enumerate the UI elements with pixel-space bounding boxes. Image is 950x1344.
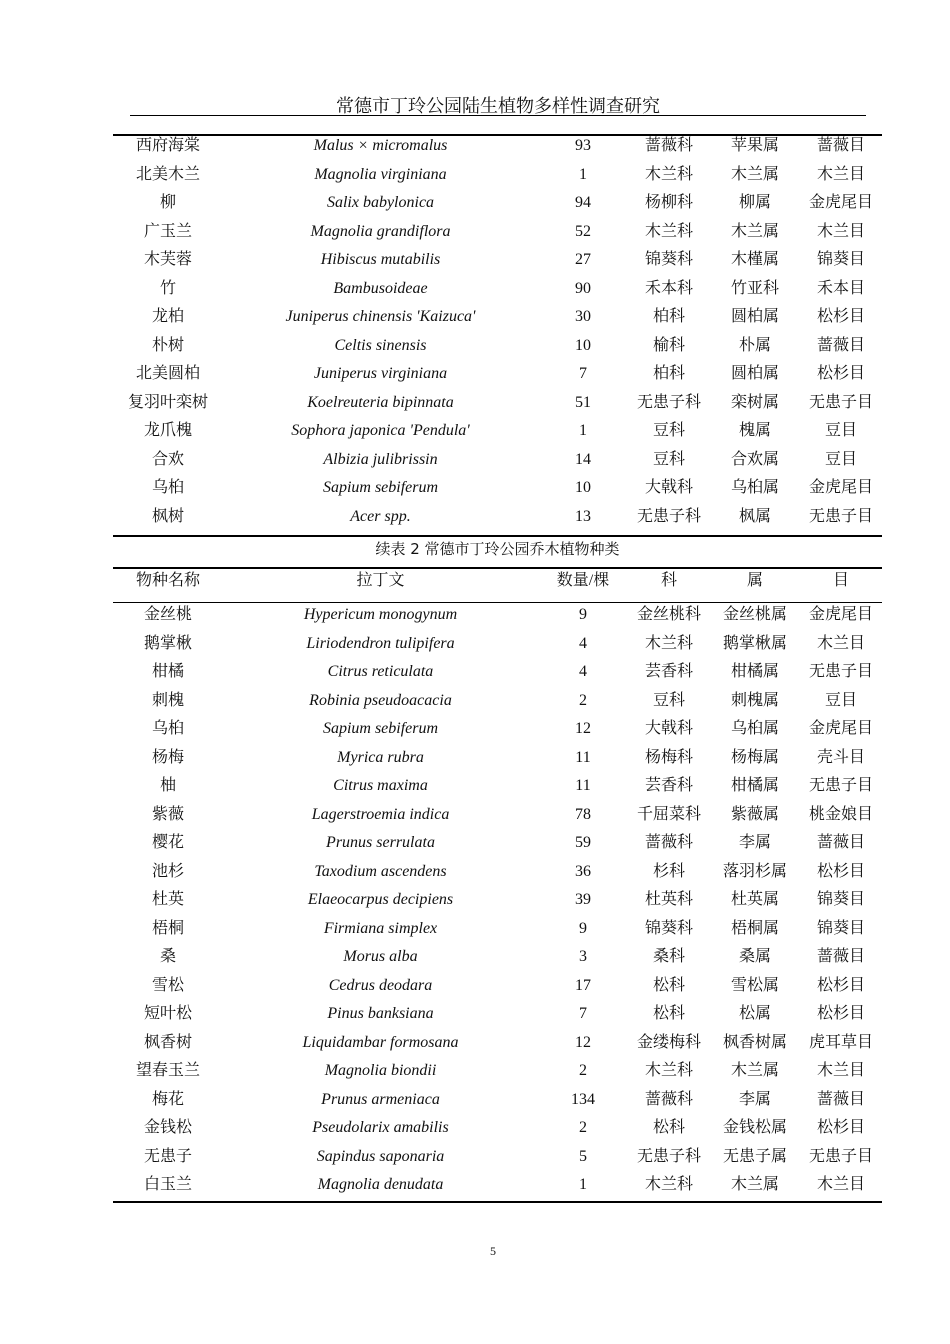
- table-cell: 大戟科: [644, 479, 693, 496]
- table-cell: 7: [579, 1005, 587, 1022]
- table-cell: Juniperus virginiana: [313, 365, 448, 382]
- table-cell: 梧桐属: [730, 919, 779, 937]
- table-cell: 禾本科: [644, 279, 693, 297]
- table-cell: 10: [575, 336, 591, 354]
- table-cell: 蔷薇目: [816, 834, 865, 851]
- table-cell: 苹果属: [730, 137, 779, 154]
- table2-bottom-border: [113, 1201, 882, 1203]
- table-row: [113, 303, 882, 332]
- table-cell: Citrus reticulata: [327, 663, 434, 680]
- table-cell: 刺槐: [151, 691, 184, 709]
- table-cell: 锦葵目: [816, 251, 865, 268]
- table-cell: 1: [579, 422, 587, 439]
- table-cell: 14: [575, 450, 591, 468]
- table-cell: 3: [579, 948, 587, 965]
- table-cell: 枫香树: [143, 1033, 192, 1051]
- table-cell: 西府海棠: [135, 137, 200, 154]
- table-cell: 广玉兰: [143, 222, 192, 240]
- table-cell: 金丝桃: [143, 606, 192, 623]
- table-cell: 杜英科: [644, 891, 693, 908]
- table-cell: Salix babylonica: [326, 194, 435, 211]
- table-row: [113, 332, 882, 361]
- table-cell: 松杉目: [816, 365, 865, 382]
- running-header: 常德市丁玲公园陆生植物多样性调查研究: [336, 96, 660, 116]
- table-cell: 杨柳科: [644, 194, 693, 211]
- table-row: [113, 1143, 882, 1172]
- table-cell: 千屈菜科: [636, 805, 701, 823]
- table-cell: 松杉目: [816, 862, 865, 880]
- table-cell: 芸香科: [644, 663, 693, 680]
- table-cell: 杨梅: [151, 748, 184, 766]
- table-cell: Morus alba: [343, 948, 418, 965]
- table-cell: 杨梅科: [644, 748, 693, 766]
- table-row: [113, 972, 882, 1001]
- table-cell: 蔷薇目: [816, 948, 865, 965]
- table-cell: 4: [579, 663, 587, 680]
- table-cell: Bambusoideae: [333, 279, 428, 297]
- column-header: 目: [832, 572, 849, 589]
- table-cell: 桑属: [738, 948, 771, 965]
- table-cell: 李属: [738, 834, 771, 851]
- table-cell: 禾本目: [816, 279, 865, 297]
- table-cell: Cedrus deodara: [328, 976, 433, 994]
- table-cell: 木兰目: [816, 634, 865, 652]
- table-cell: 龙柏: [151, 308, 184, 325]
- table-row: [113, 1171, 882, 1200]
- table-row: [113, 275, 882, 304]
- table-cell: 木兰属: [730, 222, 779, 240]
- table-cell: Myrica rubra: [337, 748, 424, 766]
- table-cell: 乌桕: [151, 720, 184, 737]
- table-row: [113, 1086, 882, 1115]
- table-cell: 金虎尾目: [808, 720, 873, 737]
- table-cell: 鹅掌楸属: [722, 634, 787, 652]
- table-cell: 朴树: [151, 336, 184, 354]
- table-row: [113, 161, 882, 190]
- table-cell: 柚: [159, 777, 176, 794]
- table-cell: 36: [575, 862, 591, 880]
- table-cell: 锦葵科: [644, 919, 693, 937]
- header-rule: [130, 115, 866, 116]
- table-cell: 柑橘属: [730, 777, 779, 794]
- table-cell: 木兰属: [730, 1062, 779, 1079]
- table-cell: 锦葵目: [816, 891, 865, 908]
- table-cell: 金钱松: [143, 1119, 192, 1136]
- table-cell: Hibiscus mutabilis: [320, 251, 441, 268]
- table-cell: 金虎尾目: [808, 479, 873, 496]
- table-cell: Prunus serrulata: [326, 834, 435, 851]
- table-row: [113, 389, 882, 418]
- table-cell: 北美木兰: [135, 165, 200, 183]
- table-cell: 豆科: [652, 422, 685, 439]
- table-cell: 锦葵科: [644, 251, 693, 268]
- table-cell: 杜英属: [730, 891, 779, 908]
- table-row: [113, 715, 882, 744]
- table-cell: 豆科: [652, 691, 685, 709]
- table-cell: 圆柏属: [730, 308, 779, 325]
- table-cell: 无患子科: [636, 393, 701, 411]
- table-cell: 木兰属: [730, 1176, 779, 1193]
- column-header: 科: [660, 572, 677, 589]
- table-row: [113, 503, 882, 532]
- table-cell: 蔷薇科: [644, 1090, 693, 1108]
- table-cell: 蔷薇目: [816, 137, 865, 154]
- table-cell: Sophora japonica 'Pendula': [291, 422, 470, 439]
- table-cell: 松杉目: [816, 1119, 865, 1136]
- table-cell: 榆科: [652, 336, 685, 354]
- table-cell: 11: [575, 777, 591, 794]
- table-cell: 无患子目: [808, 663, 873, 680]
- table-cell: Robinia pseudoacacia: [309, 691, 452, 709]
- table-cell: Elaeocarpus decipiens: [307, 891, 454, 908]
- table-cell: Sapium sebiferum: [322, 479, 439, 496]
- table-cell: 无患子属: [722, 1147, 787, 1165]
- table-cell: 无患子目: [808, 777, 873, 794]
- table-cell: Pseudolarix amabilis: [312, 1119, 449, 1136]
- table2-caption: 续表 2 常德市丁玲公园乔木植物种类: [375, 540, 620, 558]
- table-row: [113, 1000, 882, 1029]
- table-cell: Hypericum monogynum: [303, 606, 458, 623]
- column-header: 物种名称: [135, 572, 200, 589]
- table-cell: Taxodium ascendens: [314, 862, 447, 880]
- table-cell: 木兰科: [644, 1062, 693, 1079]
- table-cell: Koelreuteria bipinnata: [307, 393, 454, 411]
- table-cell: 槐属: [738, 422, 771, 439]
- table-cell: 9: [579, 606, 587, 623]
- table1-body: [113, 132, 882, 531]
- table-cell: Juniperus chinensis 'Kaizuca': [285, 308, 476, 325]
- table-cell: 鹅掌楸: [143, 634, 192, 652]
- table-cell: 木兰科: [644, 1176, 693, 1193]
- table-cell: 30: [575, 308, 591, 325]
- column-header: 拉丁文: [356, 572, 405, 589]
- table-row: [113, 189, 882, 218]
- table-cell: 金丝桃科: [636, 606, 701, 623]
- table-cell: 2: [579, 691, 587, 709]
- table-cell: 望春玉兰: [135, 1062, 200, 1079]
- table-cell: 134: [571, 1090, 595, 1108]
- table-cell: Magnolia denudata: [317, 1176, 444, 1193]
- table-cell: 木兰目: [816, 165, 865, 183]
- table-row: [113, 829, 882, 858]
- table-cell: 虎耳草目: [808, 1033, 873, 1051]
- table-cell: 杉科: [652, 862, 685, 880]
- table-cell: Liquidambar formosana: [302, 1033, 459, 1051]
- table-cell: 无患子: [143, 1147, 192, 1165]
- table-cell: 17: [575, 976, 591, 994]
- table-cell: 木芙蓉: [143, 251, 192, 268]
- table-row: [113, 687, 882, 716]
- table-cell: 松杉目: [816, 308, 865, 325]
- table-row: [113, 1057, 882, 1086]
- table-cell: 豆目: [824, 450, 857, 468]
- table-cell: 柑橘: [151, 663, 184, 680]
- table-cell: 12: [575, 1033, 591, 1051]
- table-row: [113, 1114, 882, 1143]
- table-cell: 无患子科: [636, 507, 701, 525]
- table-row: [113, 801, 882, 830]
- table-cell: 栾树属: [730, 393, 779, 411]
- table-cell: 木兰目: [816, 1176, 865, 1193]
- table-cell: 梅花: [151, 1090, 184, 1108]
- table-cell: 柏科: [652, 308, 685, 325]
- table-cell: 94: [575, 194, 591, 211]
- table-cell: 竹亚科: [730, 279, 779, 297]
- table-row: [113, 1029, 882, 1058]
- table-cell: 杜英: [151, 891, 184, 908]
- table-cell: 51: [575, 393, 591, 411]
- table-cell: Sapindus saponaria: [316, 1147, 445, 1165]
- table-cell: 松科: [652, 976, 685, 994]
- table-cell: 无患子目: [808, 1147, 873, 1165]
- table-cell: 59: [575, 834, 591, 851]
- table-row: [113, 601, 882, 630]
- table-cell: 合欢属: [730, 450, 779, 468]
- table-cell: 锦葵目: [816, 919, 865, 937]
- table-row: [113, 132, 882, 161]
- table-cell: 复羽叶栾树: [127, 393, 208, 411]
- table-cell: 豆目: [824, 691, 857, 709]
- table-cell: 蔷薇目: [816, 1090, 865, 1108]
- table-row: [113, 360, 882, 389]
- table-cell: 13: [575, 507, 591, 525]
- table-row: [113, 446, 882, 475]
- table2-body: [113, 601, 882, 1200]
- table-cell: 松科: [652, 1005, 685, 1022]
- table-cell: 枫香树属: [722, 1033, 787, 1051]
- table-cell: 金虎尾目: [808, 194, 873, 211]
- table-cell: 2: [579, 1062, 587, 1079]
- table-cell: Acer spp.: [350, 507, 411, 525]
- table-cell: 金钱松属: [722, 1119, 787, 1136]
- table-cell: Magnolia grandiflora: [310, 222, 451, 240]
- table-cell: 1: [579, 1176, 587, 1193]
- table-cell: 桑科: [652, 948, 685, 965]
- table-cell: 桃金娘目: [808, 805, 873, 823]
- table-cell: 蔷薇目: [816, 336, 865, 354]
- table-cell: 白玉兰: [143, 1176, 192, 1193]
- table-cell: 11: [575, 748, 591, 766]
- table-cell: 9: [579, 919, 587, 937]
- table-cell: Citrus maxima: [333, 777, 428, 794]
- table-cell: 樱花: [151, 834, 184, 851]
- table-cell: 2: [579, 1119, 587, 1136]
- table-cell: 乌桕属: [730, 720, 779, 737]
- table-cell: 木兰科: [644, 165, 693, 183]
- table-cell: Prunus armeniaca: [321, 1090, 440, 1108]
- table-cell: 芸香科: [644, 777, 693, 794]
- table-cell: 松杉目: [816, 1005, 865, 1022]
- table-cell: 木槿属: [730, 251, 779, 268]
- table-row: [113, 858, 882, 887]
- table-cell: 金丝桃属: [722, 606, 787, 623]
- table-cell: Pinus banksiana: [327, 1005, 434, 1022]
- table-cell: Liriodendron tulipifera: [306, 634, 455, 652]
- table-cell: Sapium sebiferum: [322, 720, 439, 737]
- table-cell: 27: [575, 251, 591, 268]
- table-cell: 桑: [159, 948, 176, 965]
- table-cell: 杨梅属: [730, 748, 779, 766]
- table-cell: Magnolia biondii: [324, 1062, 437, 1079]
- table-row: [113, 218, 882, 247]
- table-cell: 蔷薇科: [644, 137, 693, 154]
- table-cell: 紫薇: [151, 805, 184, 823]
- table-cell: 豆科: [652, 450, 685, 468]
- table-cell: 紫薇属: [730, 805, 779, 823]
- table-cell: 李属: [738, 1090, 771, 1108]
- table-cell: 39: [575, 891, 591, 908]
- table-row: [113, 630, 882, 659]
- table-cell: 圆柏属: [730, 365, 779, 382]
- table-cell: 大戟科: [644, 720, 693, 737]
- table-cell: 刺槐属: [730, 691, 779, 709]
- table-cell: 落羽杉属: [722, 862, 787, 880]
- table-header-row: [113, 567, 882, 596]
- table-cell: 北美圆柏: [135, 365, 200, 382]
- table-cell: 柏科: [652, 365, 685, 382]
- table-cell: 龙爪槐: [143, 422, 192, 439]
- table-row: [113, 915, 882, 944]
- table-cell: 松科: [652, 1119, 685, 1136]
- table-cell: 短叶松: [143, 1005, 192, 1022]
- table-cell: Malus × micromalus: [313, 137, 448, 154]
- table-cell: 78: [575, 805, 591, 823]
- table-row: [113, 943, 882, 972]
- table-cell: 木兰目: [816, 1062, 865, 1079]
- table-cell: 枫属: [738, 507, 771, 525]
- table-cell: 10: [575, 479, 591, 496]
- table-cell: 无患子科: [636, 1147, 701, 1165]
- table-cell: 雪松: [151, 976, 184, 994]
- table-row: [113, 658, 882, 687]
- table-row: [113, 246, 882, 275]
- table-row: [113, 772, 882, 801]
- table-cell: Firmiana simplex: [323, 919, 438, 937]
- page-number: 5: [490, 1244, 496, 1258]
- table-row: [113, 417, 882, 446]
- table-cell: 7: [579, 365, 587, 382]
- table-cell: 豆目: [824, 422, 857, 439]
- table-cell: 4: [579, 634, 587, 652]
- table-cell: 木兰科: [644, 222, 693, 240]
- table-cell: Lagerstroemia indica: [311, 805, 450, 823]
- table-cell: 木兰属: [730, 165, 779, 183]
- table-row: [113, 886, 882, 915]
- column-header: 数量/棵: [556, 572, 610, 589]
- table-cell: 松属: [738, 1005, 771, 1022]
- column-header: 属: [746, 572, 763, 589]
- table-cell: 52: [575, 222, 591, 240]
- table-cell: 乌桕属: [730, 479, 779, 496]
- table-cell: 合欢: [151, 450, 184, 468]
- table-row: [113, 474, 882, 503]
- table-cell: 5: [579, 1147, 587, 1165]
- table-cell: 松杉目: [816, 976, 865, 994]
- table-cell: 木兰目: [816, 222, 865, 240]
- table-cell: 梧桐: [151, 919, 184, 937]
- table-cell: 金虎尾目: [808, 606, 873, 623]
- table-cell: 乌桕: [151, 479, 184, 496]
- table-row: [113, 744, 882, 773]
- table-cell: Celtis sinensis: [334, 336, 427, 354]
- table-cell: 竹: [159, 279, 176, 297]
- table-cell: 柳: [159, 194, 176, 211]
- table2-header: [113, 567, 882, 596]
- table-cell: 柳属: [738, 194, 771, 211]
- table-cell: Magnolia virginiana: [314, 165, 447, 183]
- table-cell: 壳斗目: [816, 748, 865, 766]
- table-cell: 蔷薇科: [644, 834, 693, 851]
- table-cell: 朴属: [738, 336, 771, 354]
- table-cell: 金缕梅科: [636, 1033, 701, 1051]
- table-cell: 无患子目: [808, 507, 873, 525]
- table-cell: 木兰科: [644, 634, 693, 652]
- table-cell: 12: [575, 720, 591, 737]
- table-cell: 无患子目: [808, 393, 873, 411]
- table-cell: 枫树: [151, 507, 184, 525]
- table-cell: 雪松属: [730, 976, 779, 994]
- table-cell: 90: [575, 279, 591, 297]
- table-cell: 1: [579, 165, 587, 183]
- table-cell: 柑橘属: [730, 663, 779, 680]
- table-cell: 93: [575, 137, 591, 154]
- table-cell: 池杉: [151, 862, 184, 880]
- table-cell: Albizia julibrissin: [323, 450, 438, 468]
